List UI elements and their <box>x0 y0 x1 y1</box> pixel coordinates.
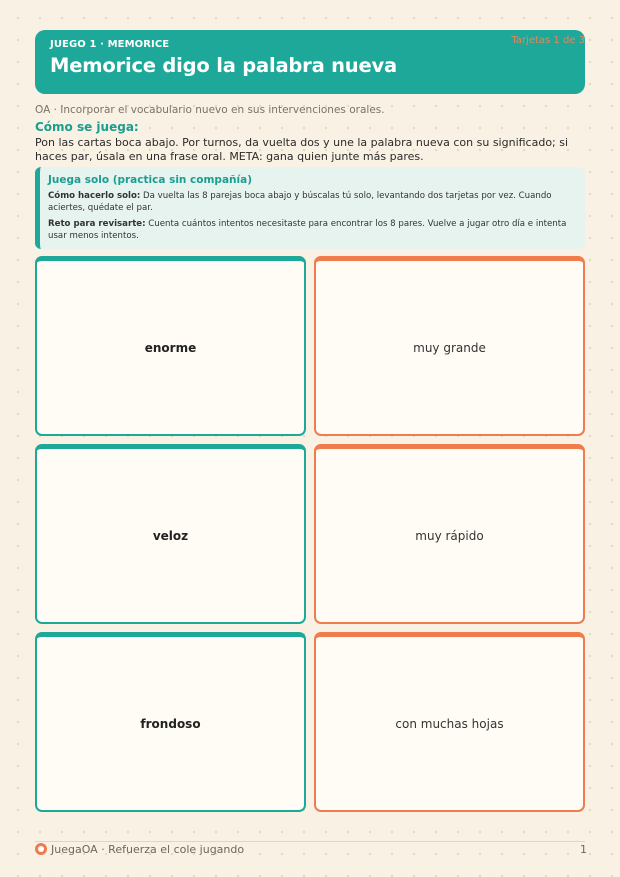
footer-divider <box>35 841 585 842</box>
solo-how-label: Cómo hacerlo solo: <box>48 191 141 201</box>
solo-how-text: Da vuelta las 8 parejas boca abajo y búscalas tú solo, levantando dos tarjetas por vez. Cuando aciertes, quédate el par. <box>48 191 552 213</box>
page-title: Memorice digo la palabra nueva <box>50 54 397 77</box>
solo-check-text: Cuenta cuántos intentos necesitaste para encontrar los 8 pares. Vuelve a jugar otro día e intenta usar menos intentos. <box>48 219 567 241</box>
game-kicker: JUEGO 1 · MEMORICE <box>50 39 170 50</box>
solo-how-line <box>48 190 575 214</box>
how-to-play-title: Cómo se juega: <box>35 120 139 134</box>
footer-brand-text: JuegaOA · Refuerza el cole jugando <box>51 843 245 856</box>
word-card[interactable]: frondoso <box>35 632 306 812</box>
solo-check-label: Reto para revisarte: <box>48 219 146 229</box>
solo-play-box <box>35 167 585 249</box>
how-to-play-text: Pon las cartas boca abajo. Por turnos, da vuelta dos y une la palabra nueva con su significado; si haces par, úsala en una frase oral. META: gana quien junte más pares. <box>35 136 569 163</box>
solo-play-title: Juega solo (practica sin compañía) <box>48 174 252 186</box>
juegaoa-logo-icon <box>35 843 47 855</box>
solo-check-line <box>48 218 575 242</box>
meaning-card[interactable]: con muchas hojas <box>314 632 585 812</box>
page-number: 1 <box>580 843 587 856</box>
meaning-card[interactable]: muy rápido <box>314 444 585 624</box>
meaning-card[interactable]: muy grande <box>314 256 585 436</box>
learning-objective: OA · Incorporar el vocabulario nuevo en sus intervenciones orales. <box>35 104 385 116</box>
word-card[interactable]: veloz <box>35 444 306 624</box>
word-card[interactable]: enorme <box>35 256 306 436</box>
game-header <box>35 30 585 94</box>
cards-counter: Tarjetas 1 de 3 <box>511 35 585 46</box>
